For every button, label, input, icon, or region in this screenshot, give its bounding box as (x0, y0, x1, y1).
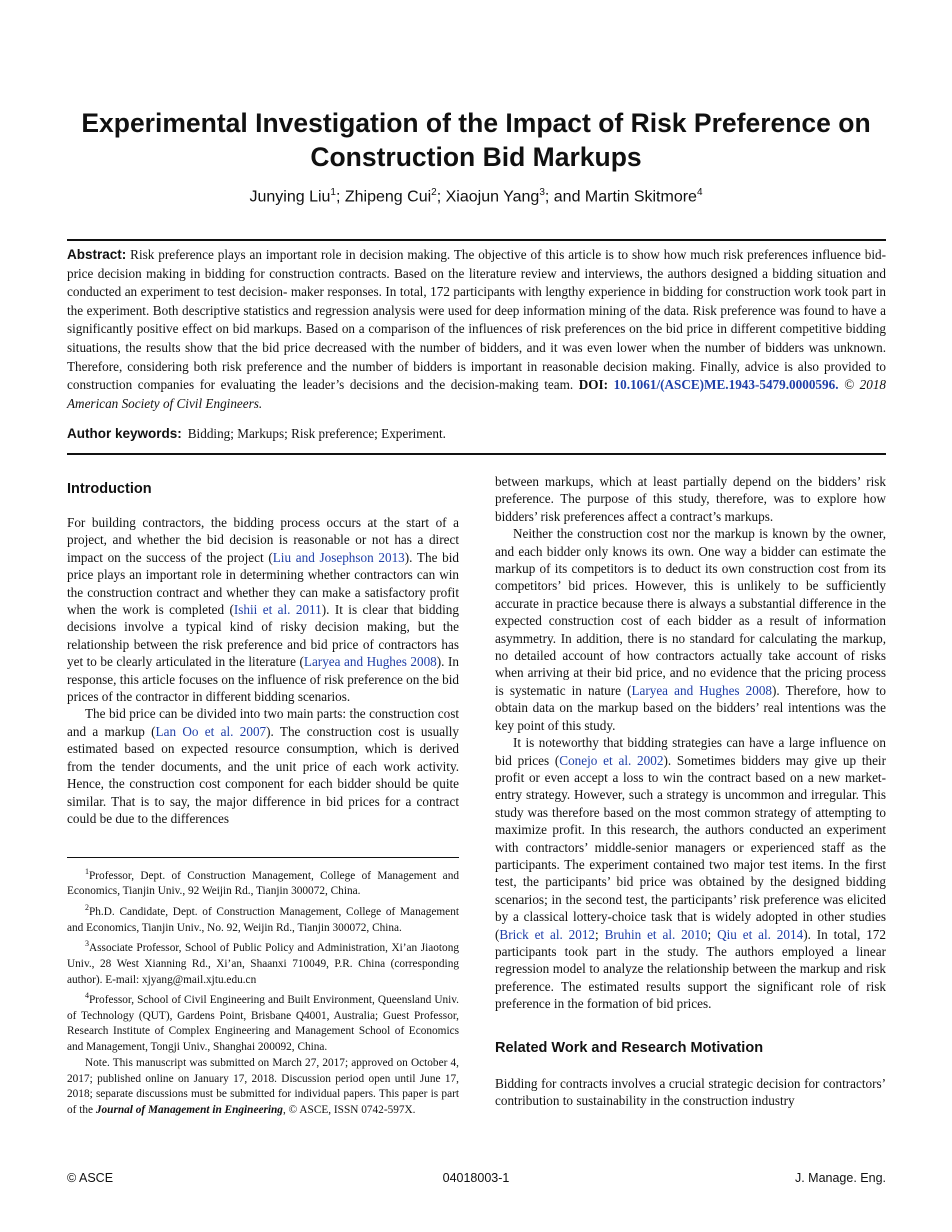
paragraph: between markups, which at least partially depend on the bidders’ risk preference. The purpose of this study, therefore, was to explore how bidders’ risk preferences affect a contract’s markups. (495, 474, 886, 524)
paragraph-text: ). The construction cost is usually estimated based on expected resource consumption, which is derived from the tender documents, and the unit price of each work activity. Hence, the construction cost component for each bidder should be quite similar. That is to say, the major difference in bid prices for a contract could be due to the differences (67, 723, 460, 826)
footnote (67, 864, 459, 900)
footnote-mark: 2 (85, 903, 89, 913)
section-heading-introduction: Introduction (67, 481, 152, 497)
paragraph (495, 734, 886, 1013)
abstract-label: Abstract: (67, 247, 127, 262)
paragraph-text: For building contractors, the bidding process occurs at the start of a project, and whether the bid decision is reasonable or not has a direct impact on the success of the project ( (67, 515, 459, 565)
author-name: Martin Skitmore (584, 188, 697, 206)
author-separator: ; (335, 188, 345, 206)
footnote-rule (67, 857, 459, 858)
abstract-bottom-rule (67, 453, 886, 455)
paragraph-text: ; (707, 926, 718, 942)
abstract (67, 246, 886, 413)
paragraph-text: ). The bid price plays an important role in determining whether contractors can win the construction contract and whether they can make a satisfactory profit when the work is completed ( (67, 549, 459, 618)
issn-text: , © ASCE, ISSN 0742-597X. (282, 1103, 416, 1116)
paragraph-text: ; (595, 926, 605, 942)
citation-link[interactable]: Lan Oo et al. 2007 (155, 723, 267, 739)
copyright-notice: © 2018 American Society of Civil Engineers. (67, 377, 887, 411)
paragraph-text: ). In total, 172 participants took part in the study. The authors employed a linear regression model to analyze the relationship between the markup and risk preference. The estimated results support the significant role of risk preference in the formation of bid prices. (495, 926, 886, 1012)
paragraph-text: The bid price can be divided into two main parts: the construction cost and a markup ( (67, 706, 459, 739)
author-name: Junying Liu (249, 188, 331, 206)
citation-link[interactable]: Qiu et al. 2014 (717, 926, 804, 942)
citation-link[interactable]: Laryea and Hughes 2008 (303, 654, 437, 670)
paragraph-text: ). Therefore, how to obtain data on the markup based on the bidders’ real intentions was the key point of this study. (495, 682, 887, 733)
footnote (67, 988, 459, 1056)
footnote-mark: 1 (85, 867, 89, 876)
doi-link[interactable]: 10.1061/(ASCE)ME.1943-5479.0000596. (613, 377, 839, 393)
paragraph-text: ). It is clear that bidding decisions involve a typical kind of risky decision making, but the relationship between the risk preference and bid price of contractors has yet to be clearly articulated in the literature ( (67, 602, 459, 670)
paragraph-text: ). Sometimes bidders may give up their profit or even accept a loss to win the contract based on a new market-entry strategy. However, such a strategy is uncommon and irregular. This study was therefore based on the most common strategy of attempting to maximize profit. In this research, the authors conducted an experiment with contractors’ middle-senior managers or experienced staff as the participants. The experiment contained two major test items. In the first test, the participants’ bid price was obtained by the designed bidding scenarios; in the second test, the participants’ risk preference was elicited by a classical lottery-choice task that is widely adopted in other studies ( (495, 752, 886, 942)
keywords-text: Bidding; Markups; Risk preference; Experiment. (187, 426, 446, 441)
footnote-text: Professor, School of Civil Engineering and Built Environment, Queensland Univ. of Technology (QUT), Gardens Point, Brisbane Q4001, Australia; Guest Professor, Research Institute of Complex Engineering and Management School of Economics and Management, Tongji Univ., Shanghai 200092, China. (67, 993, 459, 1054)
paragraph-text: ). In response, this article focuses on the influence of risk preference on the bid prices of the contractor in different bidding scenarios. (67, 654, 459, 705)
author-affiliation-mark: 4 (696, 187, 703, 198)
footnote (67, 936, 459, 988)
footnote-mark: 4 (85, 991, 89, 1001)
footnote-mark: 3 (85, 939, 89, 949)
footer-page-id: 04018003-1 (442, 1171, 510, 1185)
author-affiliation-mark: 3 (539, 187, 545, 198)
author-name: Xiaojun Yang (445, 188, 540, 206)
footnotes (67, 864, 459, 1119)
citation-link[interactable]: Ishii et al. 2011 (233, 602, 322, 618)
author-name: Zhipeng Cui (344, 188, 432, 206)
citation-link[interactable]: Bruhin et al. 2010 (604, 926, 708, 942)
author-list (60, 187, 892, 206)
footnote (67, 900, 459, 936)
citation-link[interactable]: Laryea and Hughes 2008 (631, 682, 773, 698)
paragraph (67, 514, 459, 705)
footer-journal: J. Manage. Eng. (794, 1171, 886, 1185)
footnote-text: Ph.D. Candidate, Dept. of Construction Management, College of Management and Economics, Tianjin Univ., No. 92, Weijin Rd., Tianjin 300072, China. (67, 905, 459, 934)
footnote-text: Associate Professor, School of Public Policy and Administration, Xi’an Jiaotong Univ., 28 West Xianning Rd., Xi’an, Shaanxi 710049, P.R. China (corresponding author). E-mail: xjyang@mail.xjtu.edu.cn (67, 942, 459, 986)
footnote-text: Professor, Dept. of Construction Management, College of Management and Economics, Tianjin Univ., 92 Weijin Rd., Tianjin 300072, China. (67, 869, 459, 898)
paragraph-text: It is noteworthy that bidding strategies can have a large influence on bid prices ( (495, 735, 886, 768)
keywords-label: Author keywords: (67, 426, 182, 441)
author-separator: ; (436, 188, 446, 206)
doi-label: DOI: (578, 377, 609, 393)
paragraph-text: Neither the construction cost nor the markup is known by the owner, and each bidder only knows its own. One way a bidder can estimate the markup of its competitors is to deduct its own construction cost from its competitors’ bid prices. However, this is unlikely to be sufficiently accurate in practice because there is always a substantial difference in the expected construction cost of each bidder as a result of information asymmetry. In addition, there is no standard for calculating the markup, no detailed account of how contractors actually take account of risks when arriving at their bid price, and no evidence that the pricing process is systematic in nature ( (495, 526, 886, 698)
paragraph: Bidding for contracts involves a crucial strategic decision for contractors’ contribution to sustainability in the construction industry (495, 1075, 886, 1108)
right-column (495, 473, 886, 1109)
author-keywords (67, 425, 886, 443)
paper-title: Experimental Investigation of the Impact of Risk Preference on Construction Bid Markups (81, 108, 871, 172)
author-affiliation-mark: 1 (330, 187, 336, 198)
citation-link[interactable]: Brick et al. 2012 (499, 926, 596, 942)
left-column (67, 480, 459, 827)
citation-link[interactable]: Conejo et al. 2002 (559, 752, 664, 768)
citation-link[interactable]: Liu and Josephson 2013 (272, 549, 405, 565)
submission-note (67, 1056, 459, 1119)
paragraph (67, 705, 459, 827)
note-text: Note. This manuscript was submitted on March 27, 2017; approved on October 4, 2017; published online on January 17, 2018. Discussion period open until June 17, 2018; separate discussions must be submitted for individual papers. This paper is part of the (67, 1056, 459, 1116)
abstract-top-rule (67, 239, 886, 241)
footer-publisher: © ASCE (67, 1171, 114, 1185)
author-separator: ; and (544, 188, 585, 206)
abstract-text: Risk preference plays an important role in decision making. The objective of this article is to show how much risk preferences influence bid-price decision making in bidding for construction contracts. Based on the literature review and interviews, the authors designed a bidding situation and conducted an experiment to test decision- maker responses. In total, 172 participants with lengthy experience in bidding for construction work took part in the experiment. Both descriptive statistics and regression analysis were used for deep information mining of the data. Risk preference was found to have a significantly positive effect on bid markups. Based on a comparison of the influences of risk preferences on the bid price in different competitive bidding situations, the results show that the bid price decreased with the number of bidders, and it was even lower when the number of bidders was unknown. Therefore, considering both risk preference and the number of bidders is important in reasonable decision making. Finally, advice is also provided to construction companies for evaluating the leader’s decisions and the decision-making team. (67, 247, 886, 393)
author-affiliation-mark: 2 (431, 187, 437, 198)
paragraph (495, 525, 886, 734)
section-heading-related-work: Related Work and Research Motivation (495, 1039, 764, 1056)
journal-name: Journal of Management in Engineering (95, 1103, 283, 1116)
